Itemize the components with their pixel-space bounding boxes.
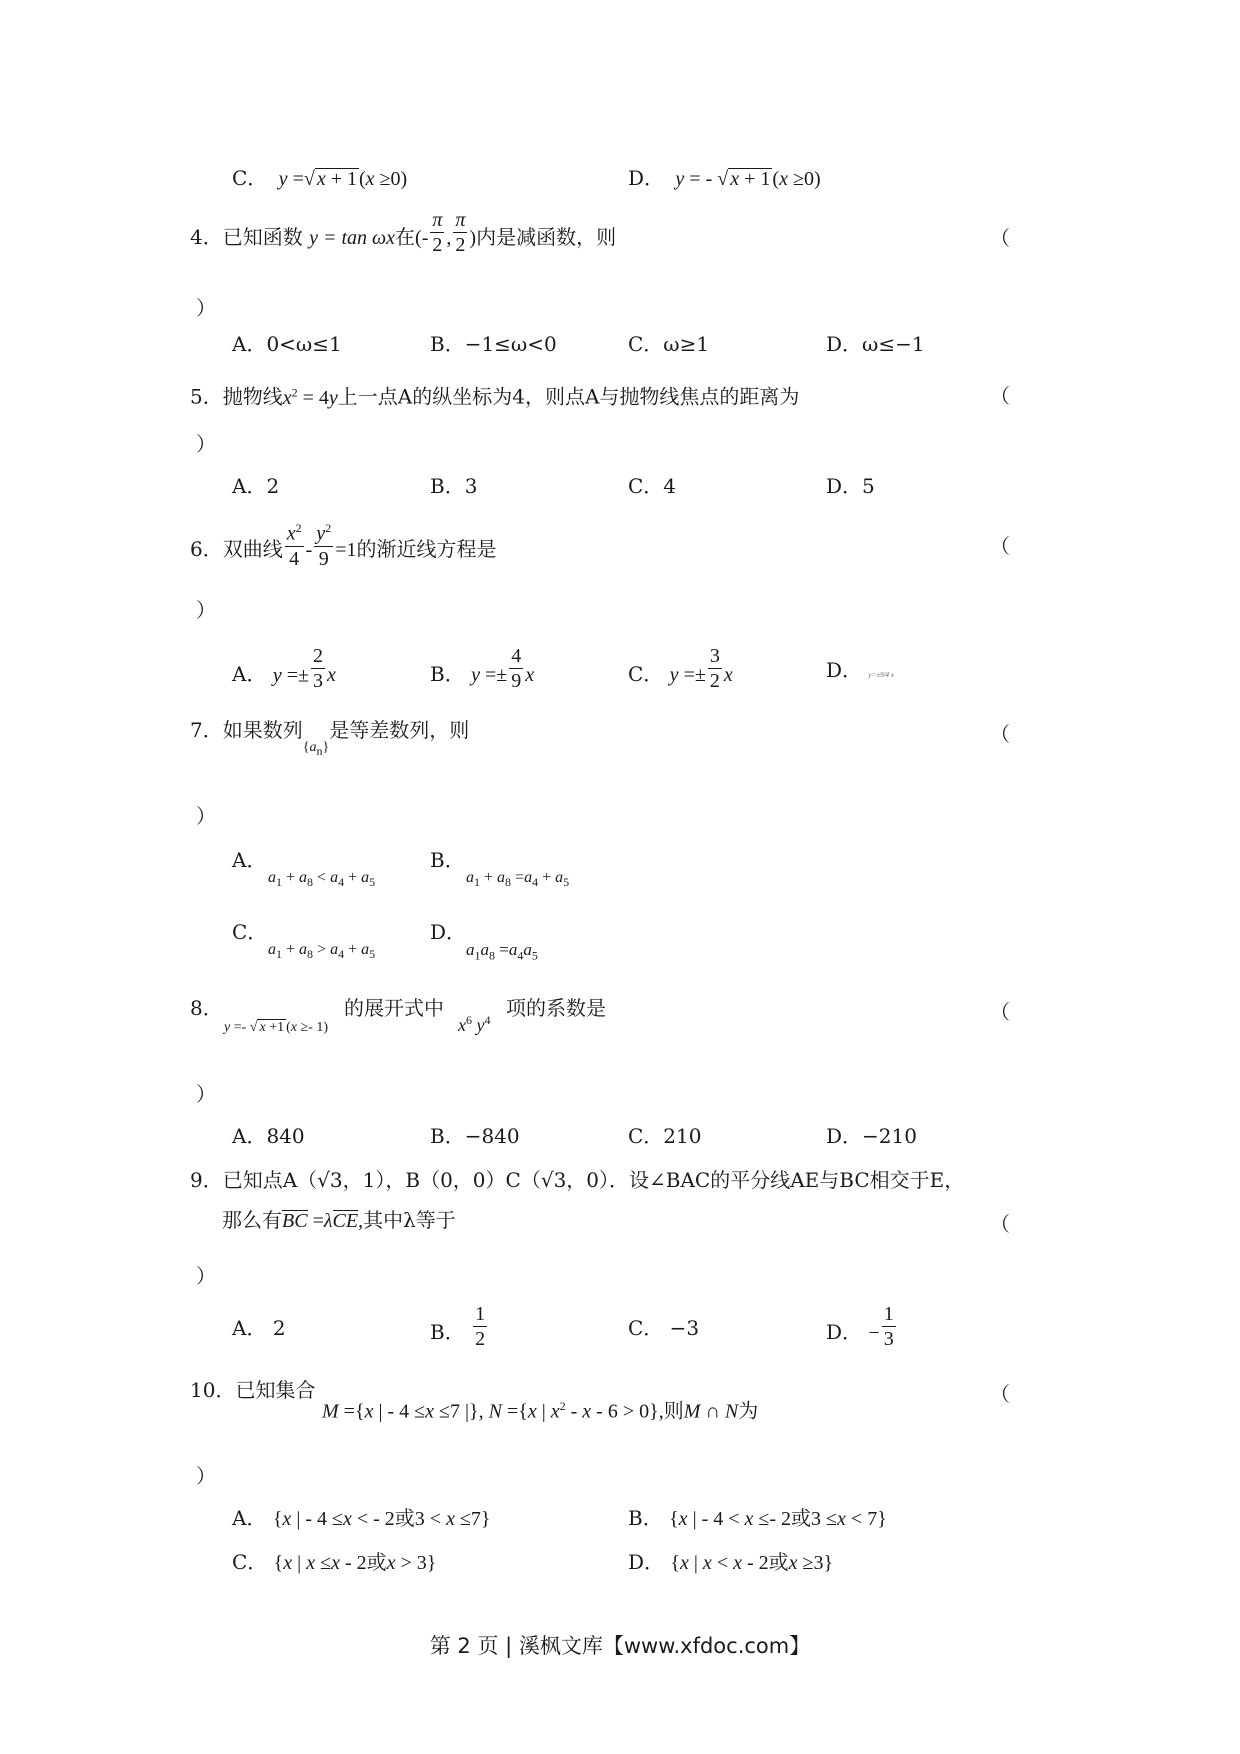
q10-option-b: B． {x | - 4 < x ≤- 2或3 ≤x < 7} (628, 1506, 887, 1530)
q5-equation: $x^2 = 4y$ (282, 385, 338, 409)
q5-stem: 5．抛物线$x^2 = 4y$上一点A的纵坐标为4，则点A与抛物线焦点的距离为 (190, 384, 800, 409)
q8-expression: y =- √ x +1 (x ≥- 1) (224, 1020, 328, 1035)
q6-answer-paren-close: ） (196, 598, 216, 622)
q3-option-d-formula: y = - √ x + 1 (x ≥0) (670, 168, 821, 190)
q8-term: $x^6$ $y^4$ (458, 1013, 491, 1035)
q10-answer-paren-close: ） (196, 1464, 216, 1488)
q4-interval: (- $\frac{\pi}{2}$ , $\frac{\pi}{2}$ ) (415, 209, 477, 256)
q6-option-c: C． y =± $\frac{3}{2}$ x (628, 645, 733, 692)
q7-sequence: {an} (302, 740, 330, 758)
q5-option-a: A．2 (232, 474, 280, 498)
q9-answer-paren-open: （ (990, 1212, 1010, 1236)
q5-option-c: C．4 (628, 474, 677, 498)
q6-option-d: D． y=±9/4 x (826, 658, 894, 682)
q3-option-c: C． y =√ x + 1 (x ≥0) (232, 166, 408, 190)
q7-option-c: $a_1 + a_8 > a_4 + a_5$ (268, 941, 376, 962)
q10-answer-paren-open: （ (990, 1382, 1010, 1406)
q4-option-b: B．−1≤ω<0 (430, 332, 557, 356)
q5-option-d: D．5 (826, 474, 875, 498)
q9-stem-line2: 那么有BC =λCE,其中λ等于 (222, 1208, 456, 1232)
q8-answer-paren-close: ） (196, 1082, 216, 1106)
q8-stem-num: 8． (190, 996, 223, 1020)
q4-stem: 4．已知函数 y = tan ωx在(- $\frac{\pi}{2}$ , $\frac{\pi}{2}$ )内是减函数，则 (190, 209, 617, 256)
q7-option-c-label: C． (232, 920, 268, 944)
q7-option-b: $a_1 + a_8 =a_4 + a_5$ (466, 869, 570, 890)
q9-option-b: B． $\frac{1}{2}$ (430, 1303, 486, 1350)
q9-stem-line1: 9．已知点A（√3，1），B（0，0）C（√3，0）．设∠BAC的平分线AE与BC相交于E， (190, 1168, 965, 1192)
q7-answer-paren-open: （ (990, 722, 1010, 746)
q3-option-d: D． y = - √ x + 1 (x ≥0) (628, 166, 821, 190)
q5-answer-paren-close: ） (196, 432, 216, 456)
q10-option-a: A． {x | - 4 ≤x < - 2或3 < x ≤7} (232, 1506, 491, 1530)
q6-answer-paren-open: （ (990, 534, 1010, 558)
q7-option-a: $a_1 + a_8 < a_4 + a_5$ (268, 869, 376, 890)
q8-stem-mid: 的展开式中 (344, 996, 444, 1020)
q6-option-d-formula: y=±9/4 x (868, 671, 894, 679)
q7-stem: 7．如果数列$_{\{a_n\}}$是等差数列，则 (190, 718, 470, 758)
q8-option-b: B．−840 (430, 1124, 520, 1148)
q8-stem-suffix: 项的系数是 (506, 996, 606, 1020)
q9-option-a: A． 2 (232, 1316, 286, 1340)
q8-option-a: A．840 (232, 1124, 305, 1148)
q5-option-b: B．3 (430, 474, 478, 498)
page-footer: 第 2 页 | 溪枫文库【www.xfdoc.com】 (429, 1634, 811, 1658)
q7-option-d-label: D． (430, 920, 467, 944)
q8-option-c: C．210 (628, 1124, 702, 1148)
q9-vector-equation: BC =λCE, (282, 1210, 364, 1232)
q6-stem: 6．双曲线 $\frac{x^2}{4}$ - $\frac{y^2}{9}$ =1的渐近线方程是 (190, 530, 496, 571)
q10-stem: 10．已知集合 (190, 1378, 316, 1402)
q6-option-b: B． y =± $\frac{4}{9}$ x (430, 645, 535, 692)
q4-function: y = tan ωx (309, 227, 396, 250)
q10-sets: M ={x | - 4 ≤x ≤7 |}, N ={x | $x^2 - x - 6 > 0$},则M ∩ N为 (322, 1399, 759, 1423)
q4-option-c: C．ω≥1 (628, 332, 710, 356)
q9-option-c: C． −3 (628, 1316, 700, 1340)
q10-option-d: D． {x | x < x - 2或x ≥3} (628, 1550, 834, 1574)
q7-option-b-label: B． (430, 848, 465, 872)
q4-option-a: A．0<ω≤1 (232, 332, 342, 356)
q6-option-a: A． y =± $\frac{2}{3}$ x (232, 645, 336, 692)
q10-option-c: C． {x | x ≤x - 2或x > 3} (232, 1550, 437, 1574)
q7-option-a-label: A． (232, 848, 267, 872)
q9-option-d: D． − $\frac{1}{3}$ (826, 1303, 894, 1350)
q3-option-c-formula: y =√ x + 1 (x ≥0) (273, 168, 408, 190)
q4-answer-paren-close: ） (196, 296, 216, 320)
q8-option-d: D．−210 (826, 1124, 917, 1148)
q7-option-d: $a_1a_8 =a_4a_5$ (466, 940, 538, 963)
q9-answer-paren-close: ） (196, 1264, 216, 1288)
q7-answer-paren-close: ） (196, 804, 216, 828)
q5-answer-paren-open: （ (990, 384, 1010, 408)
q8-answer-paren-open: （ (990, 1000, 1010, 1024)
q4-option-d: D．ω≤−1 (826, 332, 925, 356)
q4-answer-paren-open: （ (990, 226, 1010, 250)
